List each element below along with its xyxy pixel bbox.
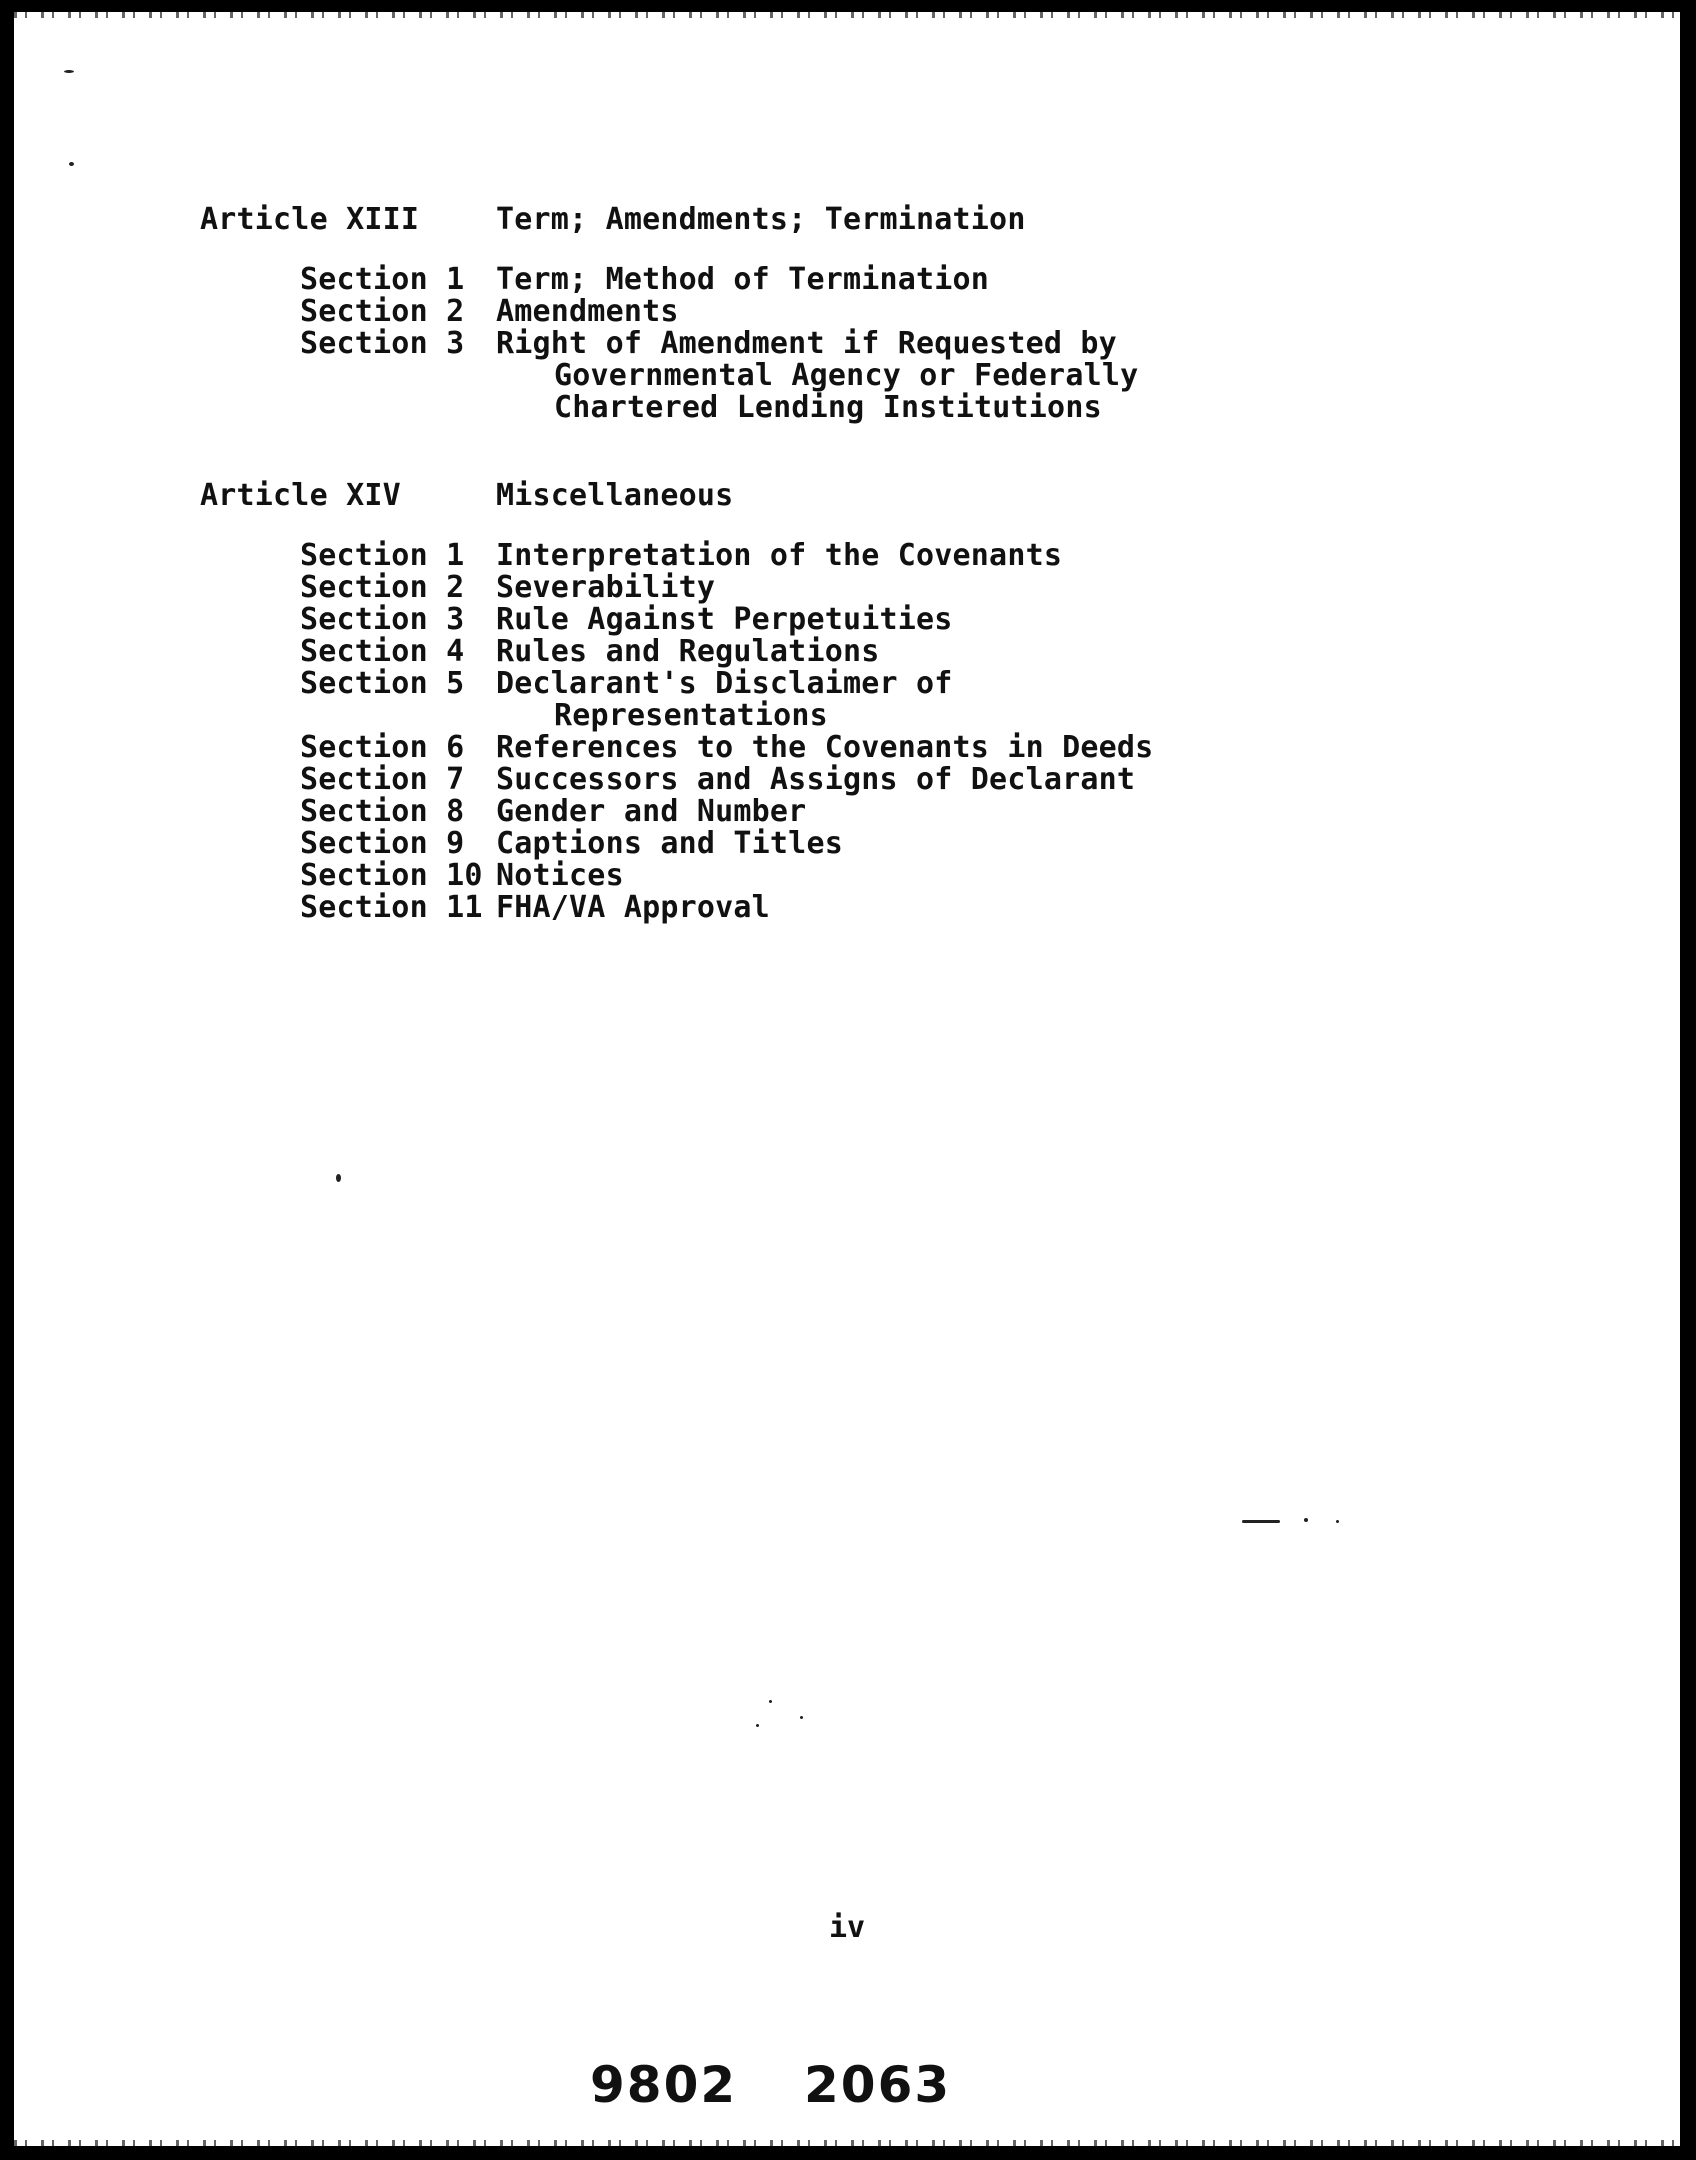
section-label: Section 10 (300, 858, 483, 893)
toc-entry (200, 264, 1500, 296)
section-label: Section 1 (300, 262, 465, 297)
section-label: Section 4 (300, 634, 465, 669)
section-title (496, 828, 1500, 860)
section-label: Section 1 (300, 538, 465, 573)
section-label: Section 2 (300, 570, 465, 605)
section-title-line: References to the Covenants in Deeds (496, 730, 1154, 765)
scan-speck (64, 70, 74, 73)
section-title (496, 796, 1500, 828)
section-label: Section 3 (300, 326, 465, 361)
section-title-line: Right of Amendment if Requested by (496, 326, 1117, 361)
article-heading (200, 478, 1500, 514)
section-title-line: Successors and Assigns of Declarant (496, 762, 1136, 797)
toc-entry (200, 604, 1500, 636)
table-of-contents (200, 202, 1500, 924)
toc-entry (200, 296, 1500, 328)
article-heading (200, 202, 1500, 238)
toc-entry (200, 732, 1500, 764)
section-label: Section 2 (300, 294, 465, 329)
article-title: Term; Amendments; Termination (496, 202, 1026, 237)
section-label: Section 3 (300, 602, 465, 637)
toc-entry (200, 328, 1500, 424)
scan-speck (1336, 1520, 1339, 1523)
section-label: Section 8 (300, 794, 465, 829)
section-title-line: Amendments (496, 294, 679, 329)
article-title: Miscellaneous (496, 478, 734, 513)
section-title (496, 636, 1500, 668)
scan-edge-top (14, 12, 1680, 18)
toc-entry (200, 828, 1500, 860)
section-title-line: Governmental Agency or Federally (554, 358, 1139, 393)
section-label: Section 5 (300, 666, 465, 701)
toc-entry (200, 572, 1500, 604)
section-title (496, 668, 1500, 732)
section-title-line: Chartered Lending Institutions (554, 390, 1102, 425)
section-title-line: Rules and Regulations (496, 634, 880, 669)
scan-speck (69, 162, 74, 166)
scan-speck (1242, 1520, 1280, 1523)
section-title-line: Severability (496, 570, 716, 605)
section-title (496, 732, 1500, 764)
document-id-right: 2063 (804, 2056, 952, 2114)
section-label: Section 6 (300, 730, 465, 765)
toc-entry (200, 668, 1500, 732)
scan-edge-bottom (14, 2140, 1680, 2146)
section-title (496, 264, 1500, 296)
section-label: Section 9 (300, 826, 465, 861)
section-title (496, 296, 1500, 328)
section-label: Section 11 (300, 890, 483, 925)
toc-entry (200, 540, 1500, 572)
scan-speck (756, 1724, 759, 1727)
section-title-line: Rule Against Perpetuities (496, 602, 953, 637)
section-title-line: Notices (496, 858, 624, 893)
section-title-line: Representations (554, 698, 828, 733)
section-title (496, 892, 1500, 924)
article-label: Article XIV (200, 478, 401, 513)
scan-speck (336, 1174, 341, 1182)
toc-entry (200, 796, 1500, 828)
section-title (496, 540, 1500, 572)
toc-entry (200, 860, 1500, 892)
section-label: Section 7 (300, 762, 465, 797)
section-title-line: FHA/VA Approval (496, 890, 770, 925)
section-title (496, 572, 1500, 604)
toc-entry (200, 636, 1500, 668)
article-label: Article XIII (200, 202, 420, 237)
scan-speck (800, 1716, 803, 1719)
document-page (14, 12, 1680, 2146)
toc-entry (200, 764, 1500, 796)
section-title-line: Captions and Titles (496, 826, 843, 861)
section-title (496, 860, 1500, 892)
section-title-line: Gender and Number (496, 794, 807, 829)
document-id-left: 9802 (590, 2056, 738, 2114)
section-title-line: Declarant's Disclaimer of (496, 666, 953, 701)
page-number: iv (828, 1910, 866, 1945)
section-title-line: Interpretation of the Covenants (496, 538, 1063, 573)
toc-entry (200, 892, 1500, 924)
section-title (496, 328, 1500, 424)
section-title (496, 604, 1500, 636)
scan-speck (769, 1700, 772, 1703)
section-title (496, 764, 1500, 796)
scan-speck (1304, 1518, 1308, 1522)
section-title-line: Term; Method of Termination (496, 262, 990, 297)
